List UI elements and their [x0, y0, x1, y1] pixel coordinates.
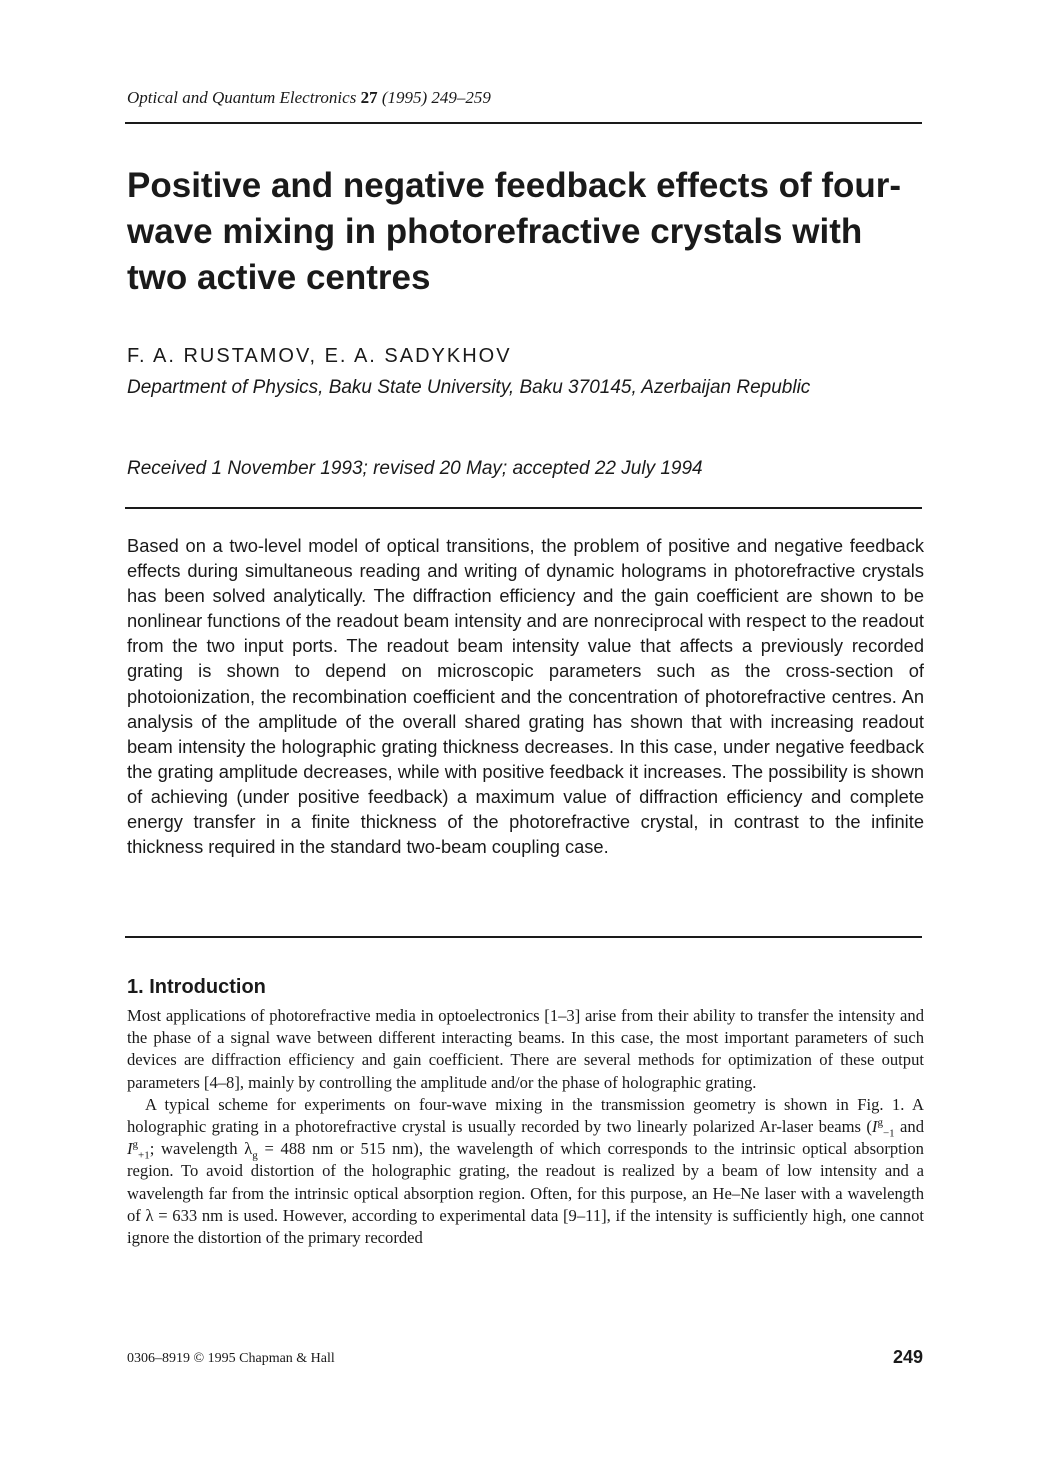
journal-volume: 27: [360, 88, 378, 107]
body-text: [127, 1005, 924, 1249]
copyright-line: 0306–8919 © 1995 Chapman & Hall: [127, 1351, 335, 1366]
affiliation: Department of Physics, Baku State University, Baku 370145, Azerbaijan Republic: [127, 377, 811, 398]
received-dates: Received 1 November 1993; revised 20 May; accepted 22 July 1994: [127, 458, 703, 479]
abstract-bottom-rule: [125, 936, 922, 938]
author-list: F. A. RUSTAMOV, E. A. SADYKHOV: [127, 345, 512, 367]
abstract: Based on a two-level model of optical transitions, the problem of positive and negative feedback effects during simultaneous reading and writing of dynamic holograms in photorefractive crystals has been solved analytically. The diffraction efficiency and the gain coefficient are shown to be nonlinear functions of the readout beam intensity and are nonreciprocal with respect to the readout from the two input ports. The readout beam intensity value that affects a previously recorded grating is shown to depend on microscopic parameters such as the cross-section of photoionization, the recombination coefficient and the concentration of photorefractive centres. An analysis of the amplitude of the overall shared grating has shown that with increasing readout beam intensity the holographic grating thickness decreases. In this case, under negative feedback the grating amplitude decreases, while with positive feedback it increases. The possibility is shown of achieving (under positive feedback) a maximum value of diffraction efficiency and complete energy transfer in a finite thickness of the photorefractive crystal, in contrast to the infinite thickness required in the standard two-beam coupling case.: [127, 535, 924, 858]
paragraph: Most applications of photorefractive media in optoelectronics [1–3] arise from their ability to transfer the intensity and the phase of a signal wave between different interacting beams. In this case, the most important parameters of such devices are diffraction efficiency and gain coefficient. There are several methods for optimization of these output parameters [4–8], mainly by controlling the amplitude and/or the phase of holographic grating.: [127, 1006, 924, 1092]
abstract-top-rule: [125, 507, 922, 509]
journal-year-pages: (1995) 249–259: [381, 88, 491, 107]
header-rule: [125, 122, 922, 124]
paper-title: Positive and negative feedback effects of four-wave mixing in photorefractive crystals with two active centres: [127, 166, 902, 297]
section-heading: 1. Introduction: [127, 976, 266, 998]
paragraph: A typical scheme for experiments on four-wave mixing in the transmission geometry is shown in Fig. 1. A holographic grating in a photorefractive crystal is usually recorded by two linearly polarized Ar-laser beams ($I^g_{-1}$ and $I^g_{+1}$; wavelength $\lambda_g = 488$ nm or 515 nm), the wavelength of which corresponds to the intrinsic optical absorption region. To avoid distortion of the holographic grating, the readout is realized by a beam of low intensity and a wavelength far from the intrinsic optical absorption region. Often, for this purpose, an He–Ne laser with a wavelength of λ = 633 nm is used. However, according to experimental data [9–11], if the intensity is sufficiently high, one cannot ignore the distortion of the primary recorded: [127, 1094, 925, 1248]
page-number: 249: [892, 1347, 923, 1367]
journal-name: Optical and Quantum Electronics: [127, 88, 357, 107]
journal-citation: [127, 88, 491, 108]
